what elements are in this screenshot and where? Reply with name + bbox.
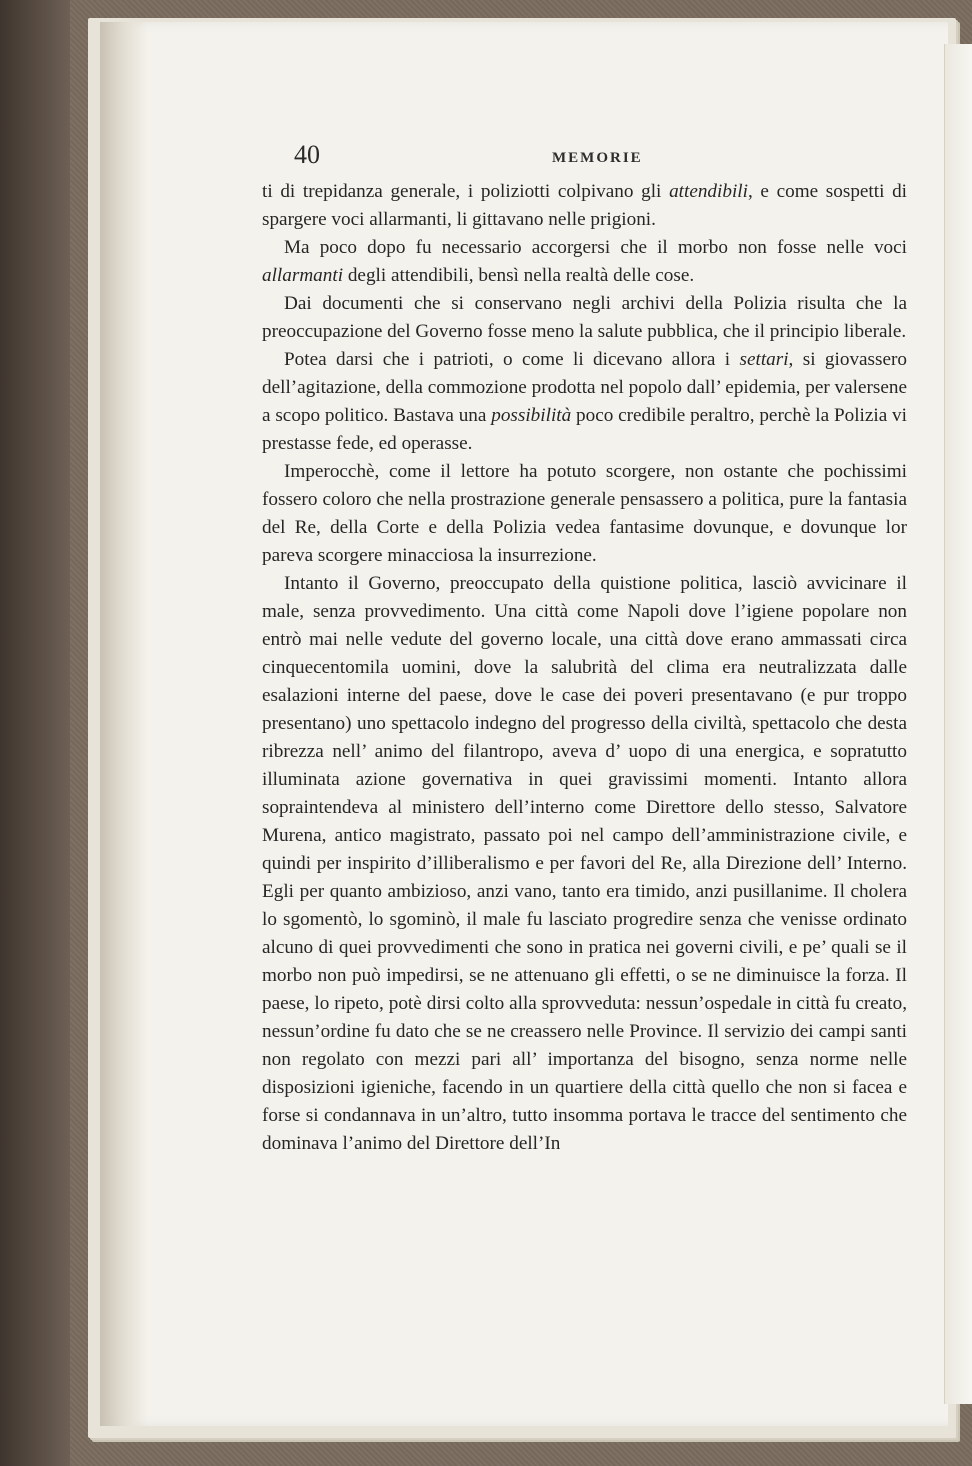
text-run: degli attendibili, bensì nella realtà delle cose. [343, 265, 695, 286]
text-run: Potea darsi che i patrioti, o come li dicevano allora i [284, 349, 740, 370]
page-header [282, 136, 922, 176]
text-run: Ma poco dopo fu necessario accorgersi che il morbo non fosse nelle voci [284, 237, 907, 258]
text-run: poco credibile peraltro, perchè la Polizia vi prestasse fede, ed operasse. [262, 405, 907, 454]
italic-term: attendibili [669, 181, 748, 202]
facing-page-edge [944, 44, 972, 1404]
paragraph-2 [262, 234, 907, 290]
body-text [262, 178, 907, 1158]
text-run: ti di trepidanza generale, i poliziotti colpivano gli [262, 181, 670, 202]
cover-edge-shadow [0, 0, 70, 1466]
italic-term: possibilità [491, 405, 572, 426]
text-run: , e come sospetti di spargere voci allarmanti, li gittavano nelle prigioni. [262, 181, 908, 230]
italic-term: allarmanti [262, 265, 344, 286]
paragraph-1 [262, 178, 907, 234]
text-run: , si giovassero dell’agitazione, della commozione prodotta nel popolo dall’ epidemia, per valersene a scopo politico. Bastava una [262, 349, 907, 426]
paragraph-4 [262, 346, 907, 458]
text-run: Dai documenti che si conservano negli archivi della Polizia risulta che la preoccupazione del Governo fosse meno la salute pubblica, che il principio liberale. [262, 293, 907, 342]
text-run: Imperocchè, come il lettore ha potuto scorgere, non ostante che pochissimi fossero coloro che nella prostrazione generale pensassero a politica, pure la fantasia del Re, della Corte e della Polizia vedea fantasime dovunque, e dovunque lor pareva scorgere minacciosa la insurrezione. [262, 461, 907, 566]
paragraph-6 [262, 570, 907, 1158]
italic-term: settari [739, 349, 789, 370]
paragraph-3 [262, 290, 907, 346]
page-number: 40 [294, 140, 320, 169]
page-gutter-shadow [100, 22, 148, 1426]
paragraph-5 [262, 458, 907, 570]
running-head: MEMORIE [552, 150, 643, 166]
text-run: Intanto il Governo, preoccupato della quistione politica, lasciò avvicinare il male, senza provvedimento. Una città come Napoli dove l’igiene popolare non entrò mai nelle vedute del governo locale, una città dove erano ammassati circa cinquecentomila uomini, dove la salubrità del clima era neutralizzata dalle esalazioni interne del paese, dove le case dei poveri presentavano (e pur troppo presentano) uno spettacolo indegno del progresso della civiltà, spettacolo che desta ribrezza nell’ animo del filantropo, aveva d’ uopo di una energica, e sopratutto illuminata azione governativa in quei gravissimi momenti. Intanto allora sopraintendeva al ministero dell’interno come Direttore dello stesso, Salvatore Murena, antico magistrato, passato poi nel campo dell’amministrazione civile, e quindi per inspirito d’illiberalismo e per favori del Re, alla Direzione dell’ Interno. Egli per quanto ambizioso, anzi vano, tanto era timido, anzi pusillanime. Il cholera lo sgomentò, lo sgominò, il male fu lasciato progredire senza che venisse ordinato alcuno di quei provvedimenti che sono in pratica nei governi civili, e pe’ quali se il morbo non può impedirsi, se ne attenuano gli effetti, o se ne diminuisce la forza. Il paese, lo ripeto, potè dirsi colto alla sprovveduta: nessun’ospedale in città fu creato, nessun’ordine fu dato che se ne creassero nelle Province. Il servizio dei campi santi non regolato con mezzi pari all’ importanza del bisogno, senza norme nelle disposizioni igieniche, facendo in un quartiere della città quello che non si facea e forse si condannava in un’altro, tutto insomma portava le tracce del sentimento che dominava l’animo del Direttore dell’In [262, 573, 907, 1154]
